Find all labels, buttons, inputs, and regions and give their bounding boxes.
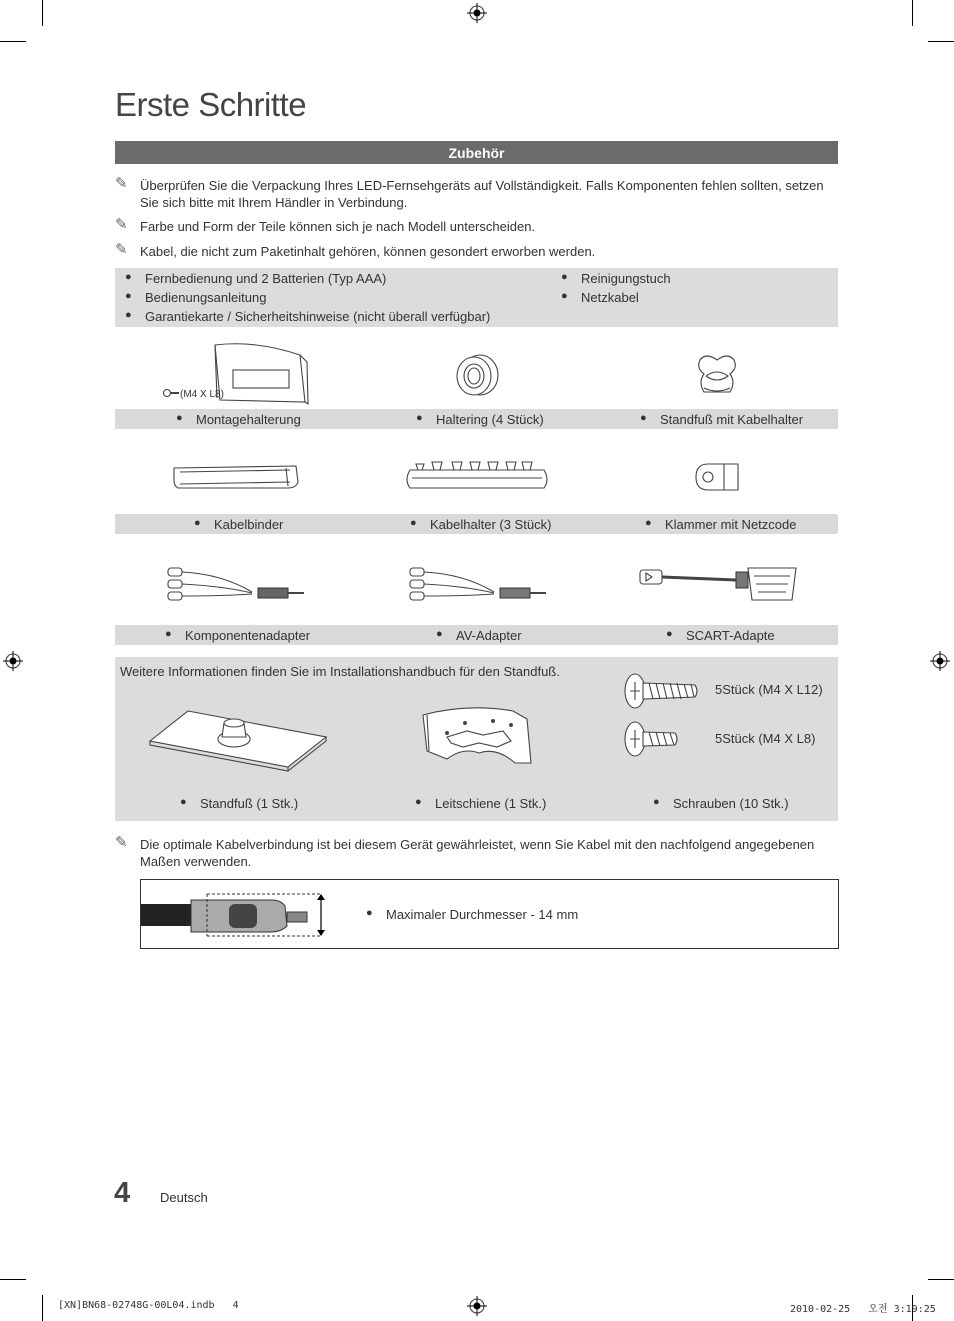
note: ✎ Die optimale Kabelverbindung ist bei diesem Gerät gewährleistet, wenn Sie Kabel mit den nachfolgend angegebenen Maßen verwenden. [115, 834, 815, 869]
component-adapter-icon [162, 562, 308, 606]
screw-size-label: (M4 X L8) [180, 389, 224, 400]
crop-mark [42, 1295, 43, 1321]
list-item: ● Reinigungstuch [561, 271, 671, 286]
section-header: Zubehör [115, 141, 838, 164]
footer-file: [XN]BN68-02748G-00L04.indb 4 [58, 1300, 239, 1311]
crop-mark [928, 41, 954, 42]
page-language: Deutsch [160, 1190, 208, 1205]
pencil-note-icon: ✎ [115, 241, 128, 258]
list-item: ● Fernbedienung und 2 Batterien (Typ AAA) [125, 271, 387, 286]
accessory-label: ● Leitschiene (1 Stk.) [415, 796, 547, 811]
list-item: ● Bedienungsanleitung [125, 290, 267, 305]
av-adapter-icon [404, 562, 550, 606]
accessory-label: ● Haltering (4 Stück) [416, 412, 544, 427]
holder-ring-icon [452, 352, 502, 398]
accessory-label: ● Kabelhalter (3 Stück) [410, 517, 552, 532]
crop-mark [912, 0, 913, 26]
accessory-label: ● Schrauben (10 Stk.) [653, 796, 789, 811]
accessories-row-2-bar [115, 514, 838, 534]
registration-mark-icon [467, 1296, 487, 1316]
accessory-label: ● AV-Adapter [436, 628, 522, 643]
crop-mark [0, 41, 26, 42]
contents-list-box [115, 268, 838, 327]
long-screw-icon [623, 671, 699, 711]
footer-date: 2010-02-25 오전 3:19:25 [790, 1304, 936, 1315]
crop-mark [42, 0, 43, 26]
stand-info-text: Weitere Informationen finden Sie im Installationshandbuch für den Standfuß. [120, 664, 560, 679]
accessory-label: ● Standfuß (1 Stk.) [180, 796, 299, 811]
pencil-note-icon: ✎ [115, 175, 128, 192]
crop-mark [0, 1279, 26, 1280]
short-screw-icon [623, 719, 683, 759]
stand-accessories-box [115, 657, 838, 821]
accessory-label: ● Kabelbinder [194, 517, 284, 532]
accessory-label: ● SCART-Adapte [666, 628, 775, 643]
registration-mark-icon [3, 651, 23, 671]
short-screw-label: 5Stück (M4 X L8) [715, 731, 816, 746]
page-title: Erste Schritte [115, 86, 307, 123]
pencil-note-icon: ✎ [115, 216, 128, 233]
accessory-label: ● Standfuß mit Kabelhalter [640, 412, 804, 427]
cable-holder-icon [404, 458, 550, 494]
cable-tie-icon [170, 462, 302, 492]
cable-diameter-box [140, 879, 839, 949]
accessory-label: ● Klammer mit Netzcode [645, 517, 797, 532]
long-screw-label: 5Stück (M4 X L12) [715, 682, 823, 697]
page-number: 4 [114, 1177, 131, 1209]
guide-rail-icon [417, 703, 535, 769]
registration-mark-icon [930, 651, 950, 671]
cable-spec-label: ● Maximaler Durchmesser - 14 mm [366, 907, 579, 922]
pencil-note-icon: ✎ [115, 834, 128, 851]
note: ✎ Farbe und Form der Teile können sich je nach Modell unterscheiden. [115, 216, 536, 234]
power-cord-clamp-icon [694, 460, 744, 496]
note: ✎ Kabel, die nicht zum Paketinhalt gehören, können gesondert erworben werden. [115, 241, 596, 259]
list-item: ● Netzkabel [561, 290, 639, 305]
note: ✎ Überprüfen Sie die Verpackung Ihres LED-Fernsehgeräts auf Vollständigkeit. Falls Komponenten fehlen sollten, setzen Sie sich bitte mit Ihrem Händler in Verbindung. [115, 175, 824, 210]
screw-icon [163, 388, 179, 398]
cable-plug-diagram-icon [141, 890, 331, 938]
accessory-label: ● Montagehalterung [176, 412, 301, 427]
scart-adapter-icon [636, 560, 800, 610]
crop-mark [928, 1279, 954, 1280]
stand-base-icon [148, 707, 328, 773]
list-item: ● Garantiekarte / Sicherheitshinweise (nicht überall verfügbar) [125, 309, 491, 324]
accessory-label: ● Komponentenadapter [165, 628, 311, 643]
registration-mark-icon [467, 3, 487, 23]
accessories-row-3-bar [115, 625, 838, 645]
stand-cable-holder-icon [692, 352, 742, 398]
accessories-row-1-bar [115, 409, 838, 429]
